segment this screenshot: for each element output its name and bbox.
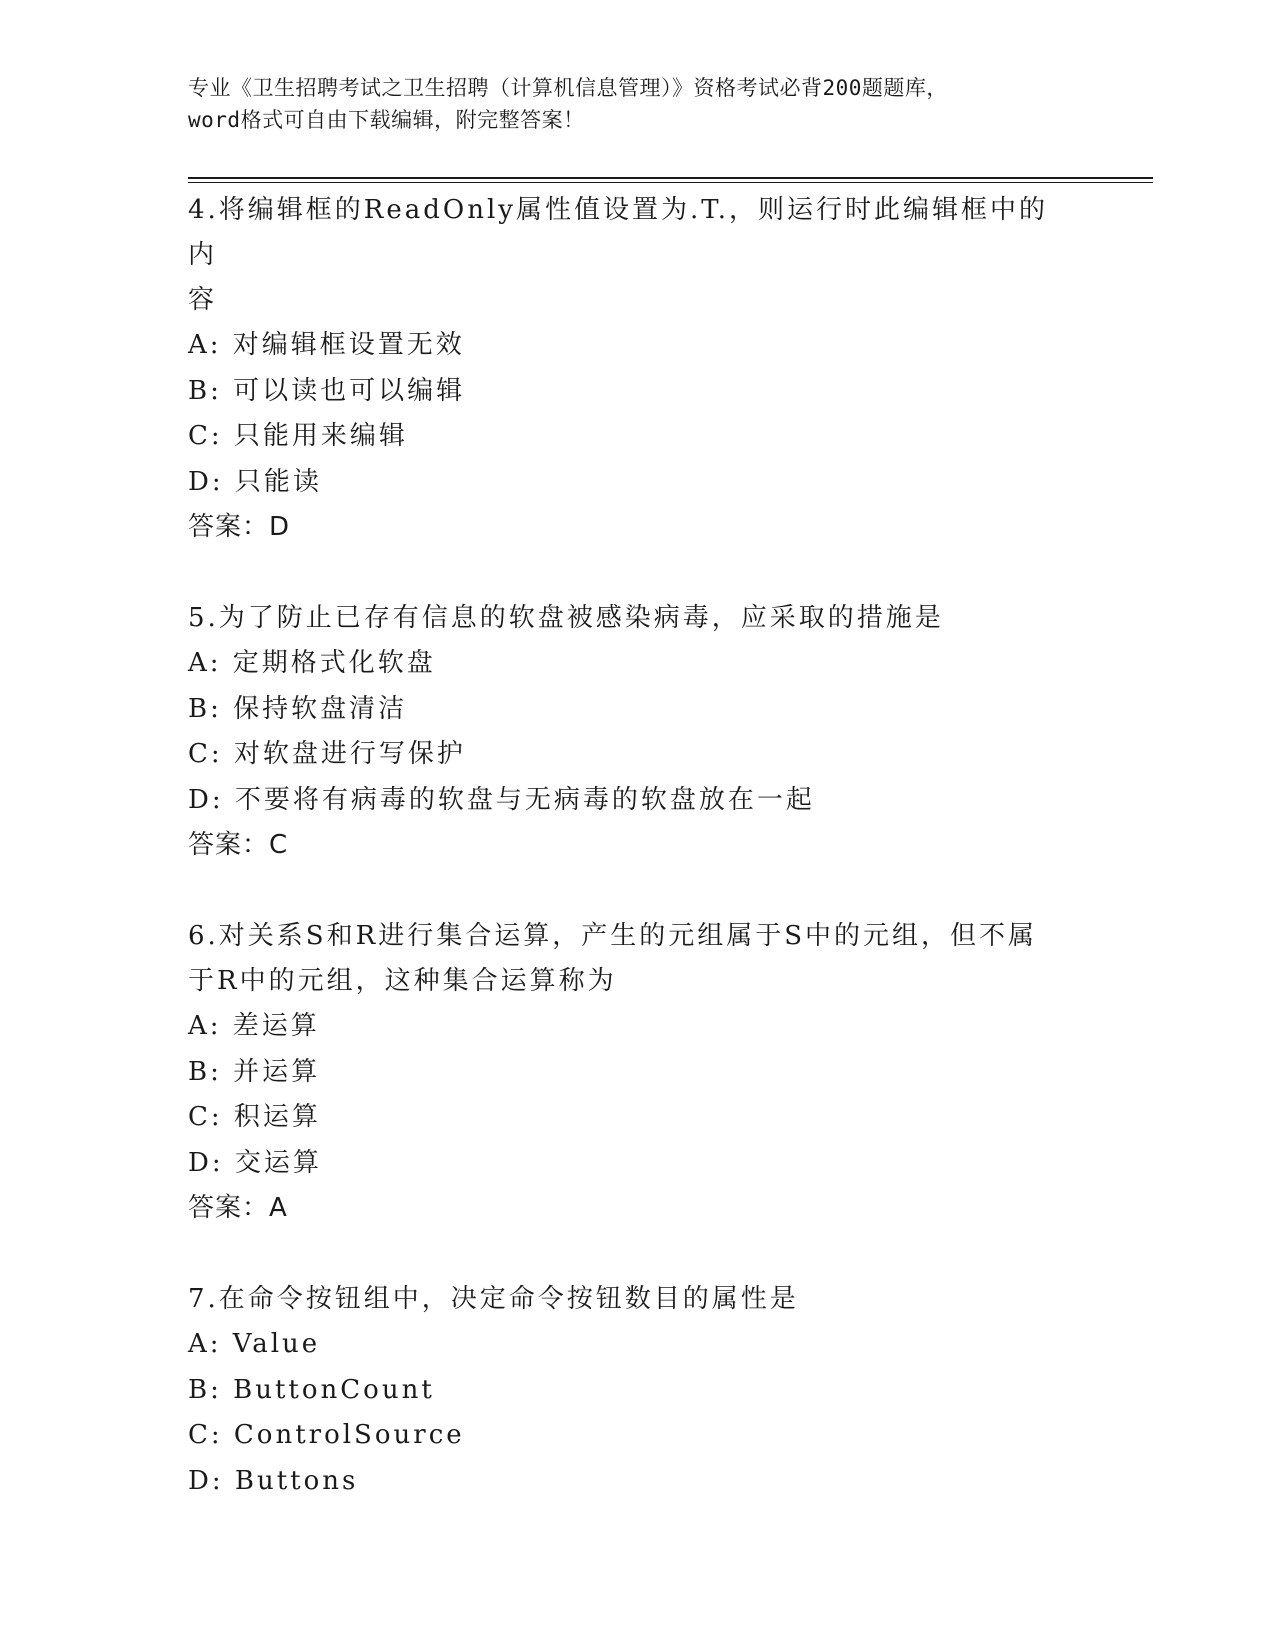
document-header [188, 72, 1088, 136]
option-d: D: 不要将有病毒的软盘与无病毒的软盘放在一起 [188, 784, 815, 815]
option-c: C: 积运算 [188, 1102, 321, 1132]
option-a: A: 差运算 [188, 1011, 320, 1041]
option-d: D: Buttons [188, 1465, 359, 1496]
header-divider-thick [188, 177, 1153, 179]
option-c: C: 对软盘进行写保护 [188, 739, 466, 769]
question-text-line: 4.将编辑框的ReadOnly属性值设置为.T.，则运行时此编辑框中的内 [188, 195, 1049, 270]
option-b: B: 保持软盘清洁 [188, 693, 408, 724]
question-7 [188, 1277, 1068, 1504]
option-a: A: 对编辑框设置无效 [188, 330, 465, 360]
option-b: B: ButtonCount [188, 1374, 435, 1405]
header-line-2: word格式可自由下载编辑，附完整答案！ [188, 108, 585, 132]
question-text-line: 6.对关系S和R进行集合运算，产生的元组属于S中的元组，但不属 [188, 921, 1038, 951]
option-a: A: Value [188, 1329, 321, 1359]
option-d: D: 只能读 [188, 466, 322, 497]
question-text-line: 于R中的元组，这种集合运算称为 [188, 966, 617, 996]
question-text-line: 5.为了防止已存有信息的软盘被感染病毒，应采取的措施是 [188, 603, 944, 633]
option-c: C: 只能用来编辑 [188, 421, 408, 451]
option-d: D: 交运算 [188, 1147, 322, 1178]
question-text-line: 容 [188, 285, 218, 315]
answer-line: 答案：A [188, 1193, 288, 1223]
question-6 [188, 914, 1068, 1231]
question-5 [188, 596, 1068, 868]
option-c: C: ControlSource [188, 1420, 465, 1450]
answer-line: 答案：D [188, 512, 291, 542]
question-text-line: 7.在命令按钮组中，决定命令按钮数目的属性是 [188, 1284, 799, 1314]
option-b: B: 可以读也可以编辑 [188, 375, 466, 406]
question-list [188, 188, 1068, 1504]
answer-line: 答案：C [188, 830, 289, 860]
question-4 [188, 188, 1068, 550]
option-b: B: 并运算 [188, 1056, 321, 1087]
option-a: A: 定期格式化软盘 [188, 648, 436, 678]
header-divider-thin [188, 182, 1153, 183]
header-line-1: 专业《卫生招聘考试之卫生招聘（计算机信息管理）》资格考试必背200题题库， [188, 76, 948, 100]
